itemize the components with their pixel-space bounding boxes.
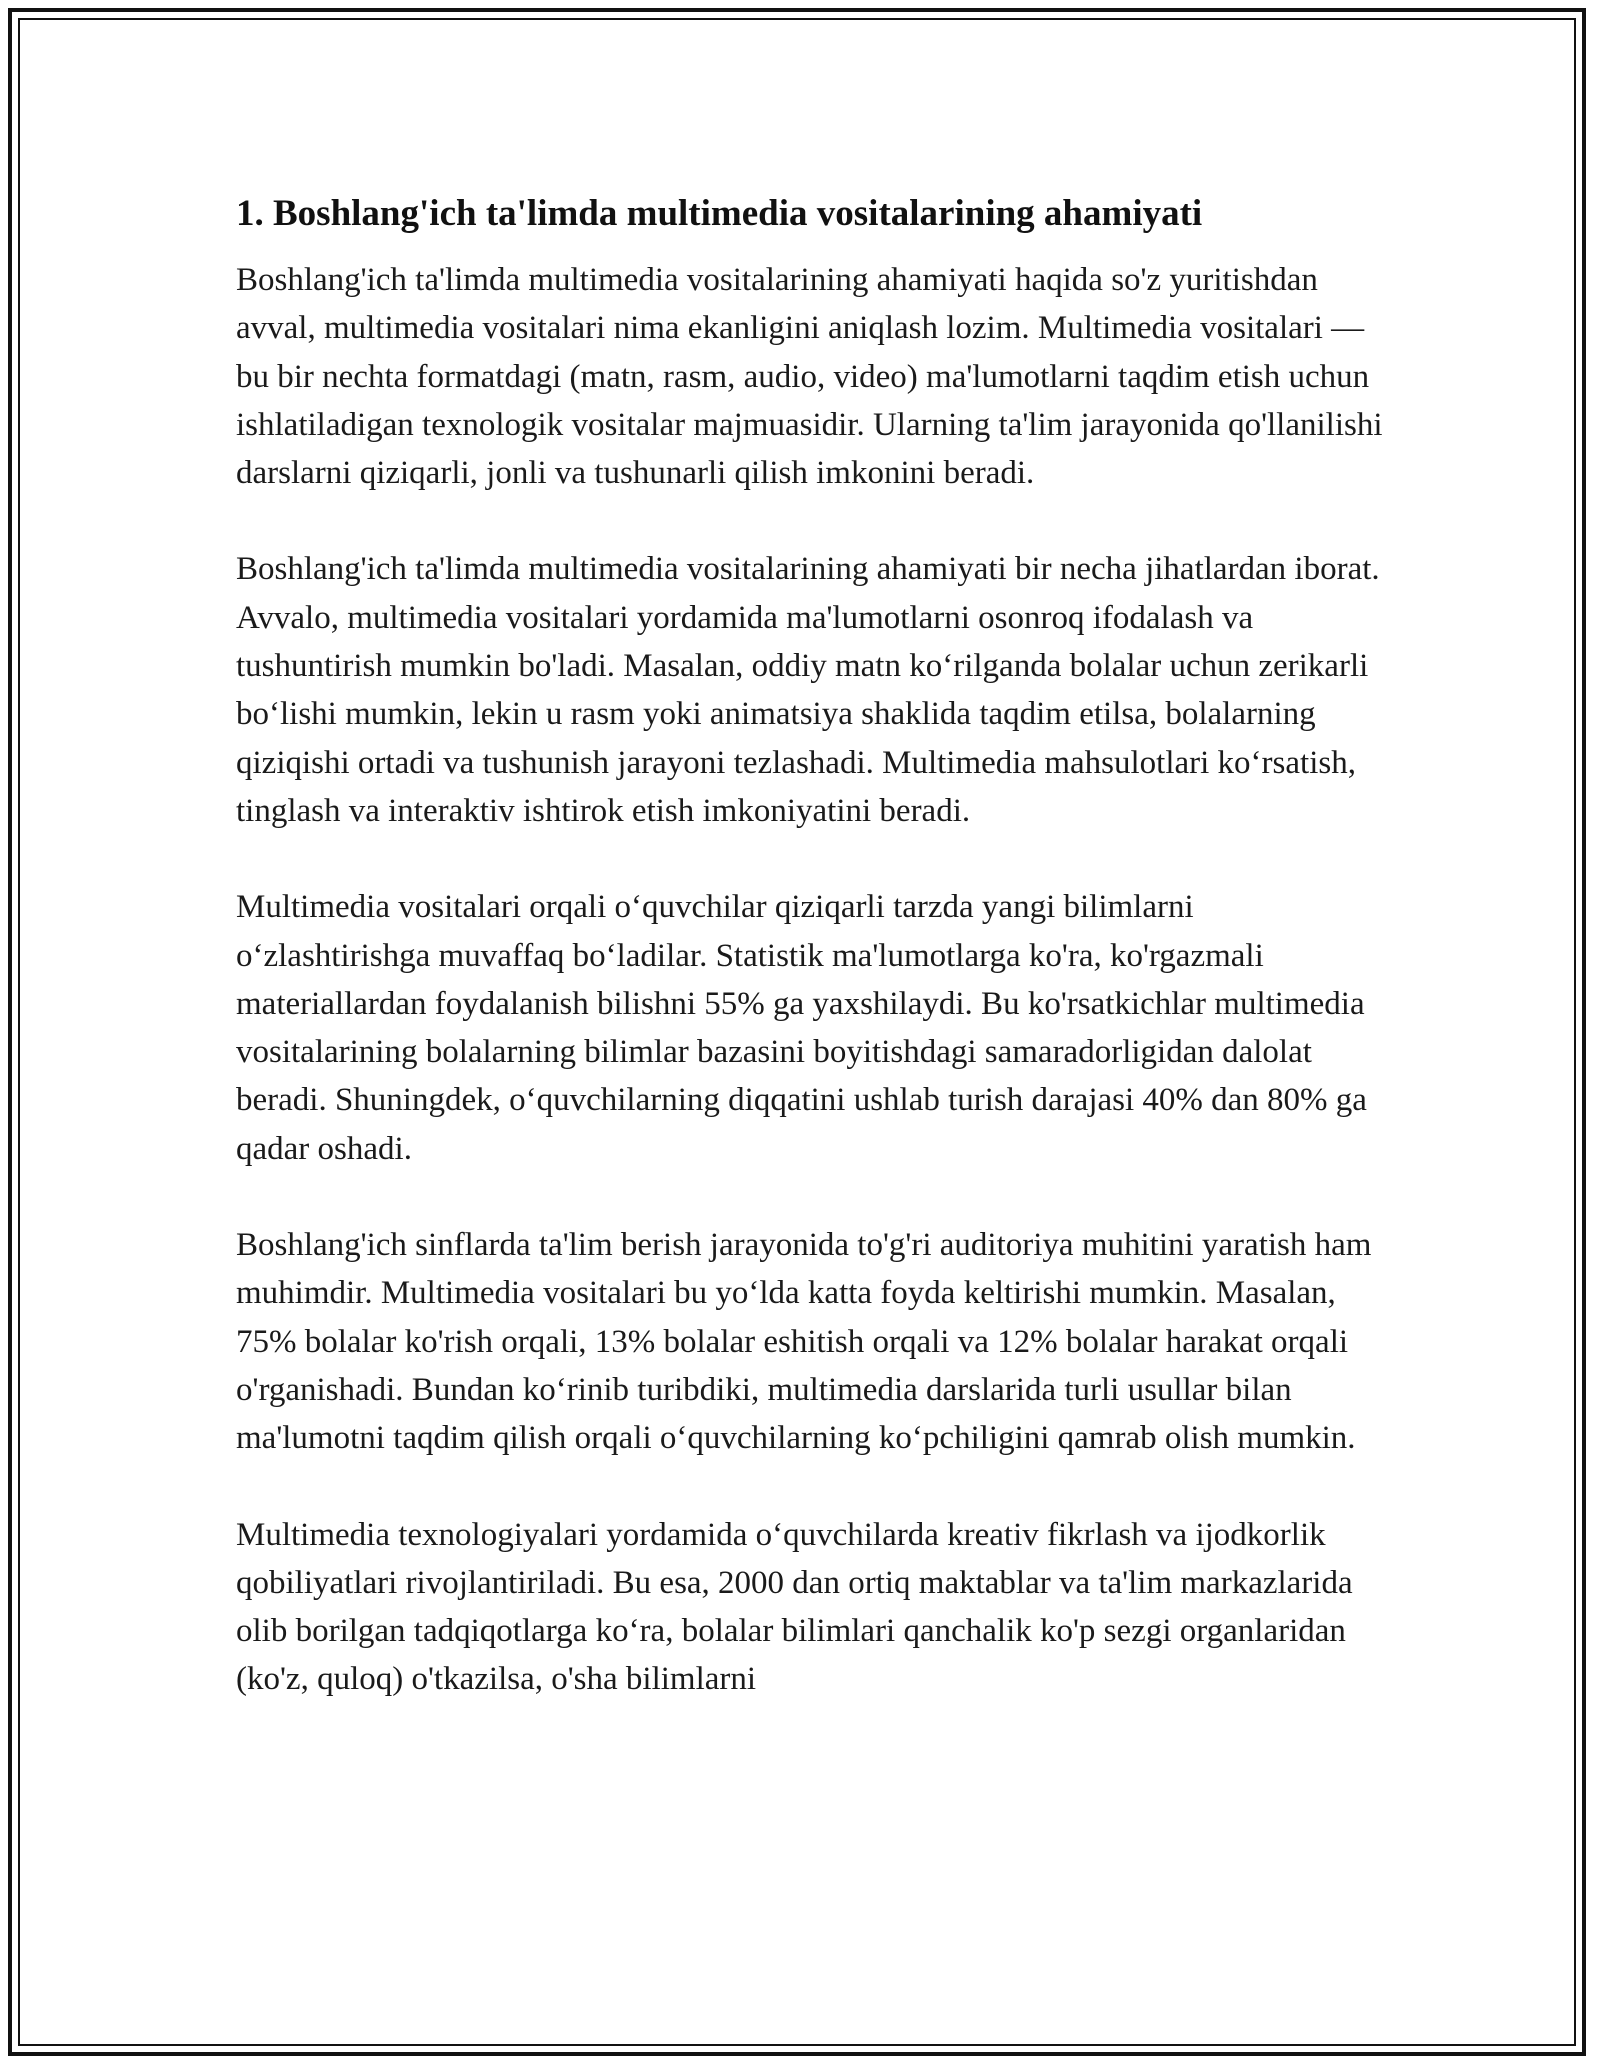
- document-body: [236, 186, 1386, 1752]
- paragraph-5: Multimedia texnologiyalari yordamida o‘quvchilarda kreativ fikrlash va ijodkorlik qobiliyatlari rivojlantiriladi. Bu esa, 2000 dan ortiq maktablar va ta'lim markazlarida olib borilgan tadqiqotlarga ko‘ra, bolalar bilimlari qanchalik ko'p sezgi organlaridan (ko'z, quloq) o'tkazilsa, o'sha bilimlarni: [236, 1516, 1353, 1698]
- paragraph-3: Multimedia vositalari orqali o‘quvchilar qiziqarli tarzda yangi bilimlarni o‘zlashtirishga muvaffaq bo‘ladilar. Statistik ma'lumotlarga ko'ra, ko'rgazmali materiallardan foydalanish bilishni 55% ga yaxshilaydi. Bu ko'rsatkichlar multimedia vositalarining bolalarning bilimlar bazasini boyitishdagi samaradorligidan dalolat beradi. Shuningdek, o‘quvchilarning diqqatini ushlab turish darajasi 40% dan 80% ga qadar oshadi.: [236, 889, 1367, 1167]
- section-title: 1. Boshlang'ich ta'limda multimedia vositalarining ahamiyati: [236, 193, 1203, 234]
- paragraph-4: Boshlang'ich sinflarda ta'lim berish jarayonida to'g'ri auditoriya muhitini yaratish ham muhimdir. Multimedia vositalari bu yo‘lda katta foyda keltirishi mumkin. Masalan, 75% bolalar ko'rish orqali, 13% bolalar eshitish orqali va 12% bolalar harakat orqali o'rganishadi. Bundan ko‘rinib turibdiki, multimedia darslarida turli usullar bilan ma'lumotni taqdim qilish orqali o‘quvchilarning ko‘pchiligini qamrab olish mumkin.: [236, 1227, 1372, 1457]
- paragraph-2: Boshlang'ich ta'limda multimedia vositalarining ahamiyati bir necha jihatlardan iborat. Avvalo, multimedia vositalari yordamida ma'lumotlarni osonroq ifodalash va tushuntirish mumkin bo'ladi. Masalan, oddiy matn ko‘rilganda bolalar uchun zerikarli bo‘lishi mumkin, lekin u rasm yoki animatsiya shaklida taqdim etilsa, bolalarning qiziqishi ortadi va tushunish jarayoni tezlashadi. Multimedia mahsulotlari ko‘rsatish, tinglash va interaktiv ishtirok etish imkoniyatini beradi.: [236, 551, 1380, 829]
- paragraph-1: Boshlang'ich ta'limda multimedia vositalarining ahamiyati haqida so'z yuritishdan avval, multimedia vositalari nima ekanligini aniqlash lozim. Multimedia vositalari — bu bir nechta formatdagi (matn, rasm, audio, video) ma'lumotlarni taqdim etish uchun ishlatiladigan texnologik vositalar majmuasidir. Ularning ta'lim jarayonida qo'llanilishi darslarni qiziqarli, jonli va tushunarli qilish imkonini beradi.: [236, 262, 1383, 492]
